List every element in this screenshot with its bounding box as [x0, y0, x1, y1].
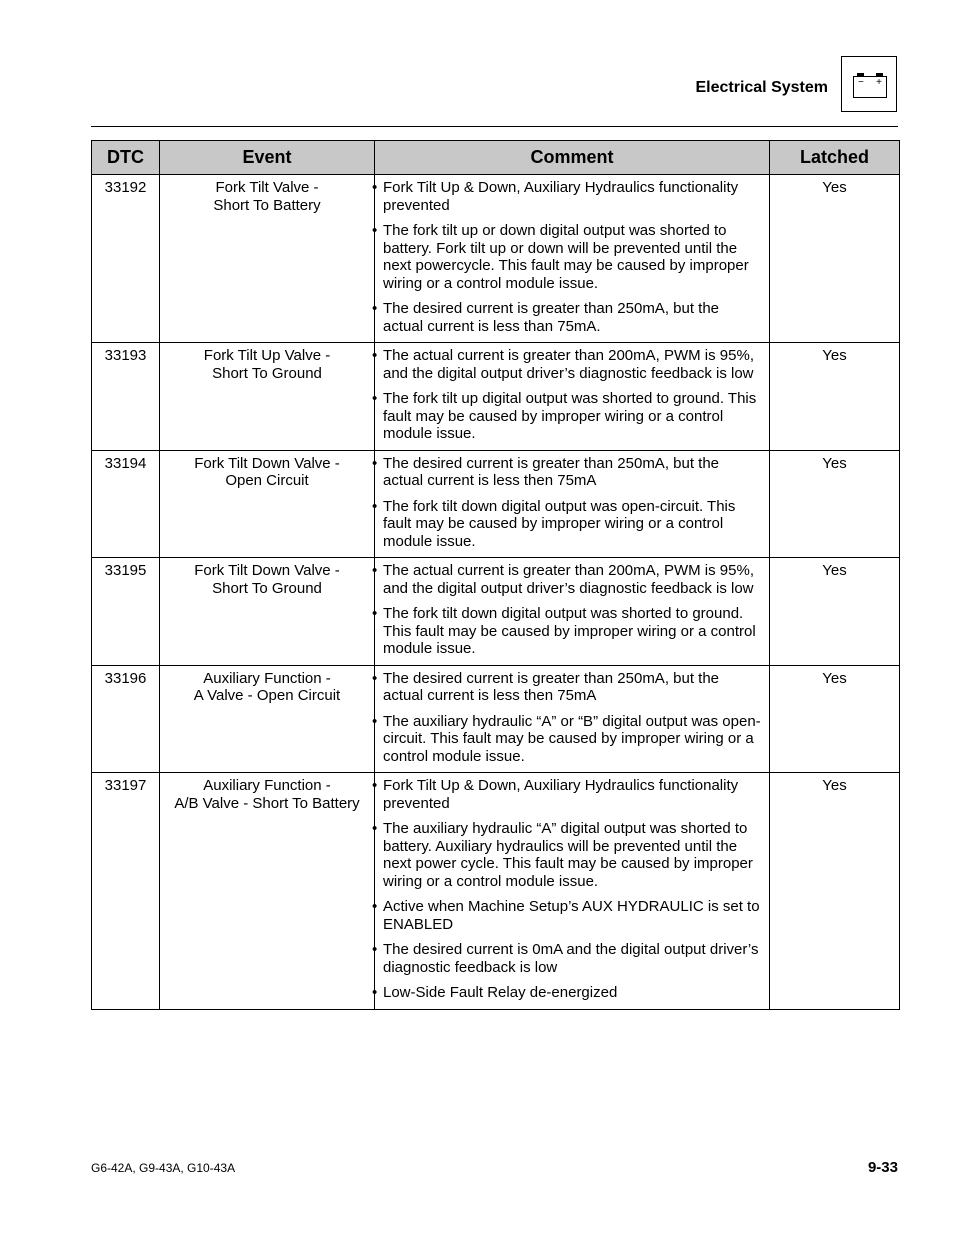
- event-line: Fork Tilt Down Valve -: [194, 454, 340, 472]
- battery-minus-sign: −: [858, 77, 864, 88]
- header-divider: [91, 126, 898, 127]
- comment-list: [383, 179, 761, 335]
- comment-bullet: • The desired current is 0mA and the digital output driver’s diagnostic feedback is low: [383, 941, 761, 976]
- dtc-code: 33192: [92, 175, 160, 343]
- comment-bullet: • The fork tilt up or down digital output was shorted to battery. Fork tilt up or down will be prevented until the next powercycle. This fault may be caused by improper wiring or a control module issue.: [383, 222, 761, 292]
- event-line: Fork Tilt Up Valve -: [203, 347, 331, 364]
- comment-list: [383, 347, 761, 443]
- table-header-row: [92, 141, 900, 175]
- comment-list: [383, 455, 761, 551]
- event-line: A/B Valve - Short To Battery: [174, 794, 360, 812]
- column-header-latched: Latched: [770, 141, 900, 175]
- dtc-code: 33197: [92, 773, 160, 1010]
- table-row: [92, 343, 900, 451]
- table-row: [92, 558, 900, 666]
- comment-cell: [375, 450, 770, 558]
- comment-list: [383, 777, 761, 1002]
- event-cell: [160, 450, 375, 558]
- latched-value: Yes: [770, 558, 900, 666]
- comment-bullet: • The fork tilt up digital output was shorted to ground. This fault may be caused by improper wiring or a control module issue.: [383, 390, 761, 443]
- battery-terminal-positive: [876, 73, 883, 76]
- comment-bullet: • Low-Side Fault Relay de-energized: [383, 984, 761, 1002]
- comment-cell: [375, 175, 770, 343]
- event-line: A Valve - Open Circuit: [193, 687, 341, 704]
- comment-cell: [375, 773, 770, 1010]
- comment-cell: [375, 558, 770, 666]
- event-line: Short To Battery: [213, 196, 321, 214]
- latched-value: Yes: [770, 773, 900, 1010]
- dtc-table: [91, 140, 900, 1010]
- comment-bullet: • Active when Machine Setup’s AUX HYDRAULIC is set to ENABLED: [383, 898, 761, 933]
- table-body: [92, 175, 900, 1010]
- comment-bullet: • The auxiliary hydraulic “A” or “B” digital output was open-circuit. This fault may be caused by improper wiring or a control module issue.: [383, 713, 761, 766]
- dtc-code: 33195: [92, 558, 160, 666]
- column-header-dtc: DTC: [92, 141, 160, 175]
- table-row: [92, 175, 900, 343]
- column-header-event: Event: [160, 141, 375, 175]
- comment-bullet: • The fork tilt down digital output was open-circuit. This fault may be caused by improper wiring or a control module issue.: [383, 498, 761, 551]
- latched-value: Yes: [770, 175, 900, 343]
- comment-bullet: • The auxiliary hydraulic “A” digital output was shorted to battery. Auxiliary hydraulics will be prevented until the next power cycle. This fault may be caused by improper wiring or a control module issue.: [383, 820, 761, 890]
- section-title: Electrical System: [695, 79, 828, 96]
- event-cell: [160, 343, 375, 451]
- footer-models: G6-42A, G9-43A, G10-43A: [91, 1161, 236, 1175]
- battery-terminal-negative: [857, 73, 864, 76]
- comment-bullet: • The fork tilt down digital output was shorted to ground. This fault may be caused by improper wiring or a control module issue.: [383, 605, 761, 658]
- event-line: Short To Ground: [212, 364, 322, 382]
- event-line: Auxiliary Function -: [203, 777, 331, 794]
- event-cell: [160, 558, 375, 666]
- battery-plus-sign: +: [876, 77, 882, 88]
- comment-bullet: • Fork Tilt Up & Down, Auxiliary Hydraulics functionality prevented: [383, 777, 761, 812]
- event-line: Short To Ground: [212, 579, 322, 597]
- comment-bullet: • The desired current is greater than 250mA, but the actual current is less then 75mA: [383, 670, 761, 705]
- comment-bullet: • The desired current is greater than 250mA, but the actual current is less then 75mA: [383, 455, 761, 490]
- comment-bullet: • The actual current is greater than 200mA, PWM is 95%, and the digital output driver’s diagnostic feedback is low: [383, 562, 761, 597]
- event-line: Auxiliary Function -: [203, 669, 331, 687]
- comment-bullet: • Fork Tilt Up & Down, Auxiliary Hydraulics functionality prevented: [383, 179, 761, 214]
- dtc-code: 33194: [92, 450, 160, 558]
- battery-icon: [841, 56, 897, 112]
- event-cell: [160, 175, 375, 343]
- event-line: Open Circuit: [225, 472, 309, 489]
- comment-bullet: • The desired current is greater than 250mA, but the actual current is less than 75mA.: [383, 300, 761, 335]
- event-line: Fork Tilt Down Valve -: [194, 562, 340, 579]
- event-line: Fork Tilt Valve -: [215, 179, 319, 196]
- table-row: [92, 665, 900, 773]
- comment-list: [383, 562, 761, 658]
- dtc-code: 33193: [92, 343, 160, 451]
- latched-value: Yes: [770, 343, 900, 451]
- column-header-comment: Comment: [375, 141, 770, 175]
- table-row: [92, 773, 900, 1010]
- comment-cell: [375, 343, 770, 451]
- comment-bullet: • The actual current is greater than 200mA, PWM is 95%, and the digital output driver’s diagnostic feedback is low: [383, 347, 761, 382]
- comment-cell: [375, 665, 770, 773]
- comment-list: [383, 670, 761, 766]
- event-cell: [160, 665, 375, 773]
- battery-body: [853, 76, 887, 98]
- table-row: [92, 450, 900, 558]
- page-number: 9-33: [867, 1159, 898, 1176]
- latched-value: Yes: [770, 450, 900, 558]
- latched-value: Yes: [770, 665, 900, 773]
- dtc-code: 33196: [92, 665, 160, 773]
- event-cell: [160, 773, 375, 1010]
